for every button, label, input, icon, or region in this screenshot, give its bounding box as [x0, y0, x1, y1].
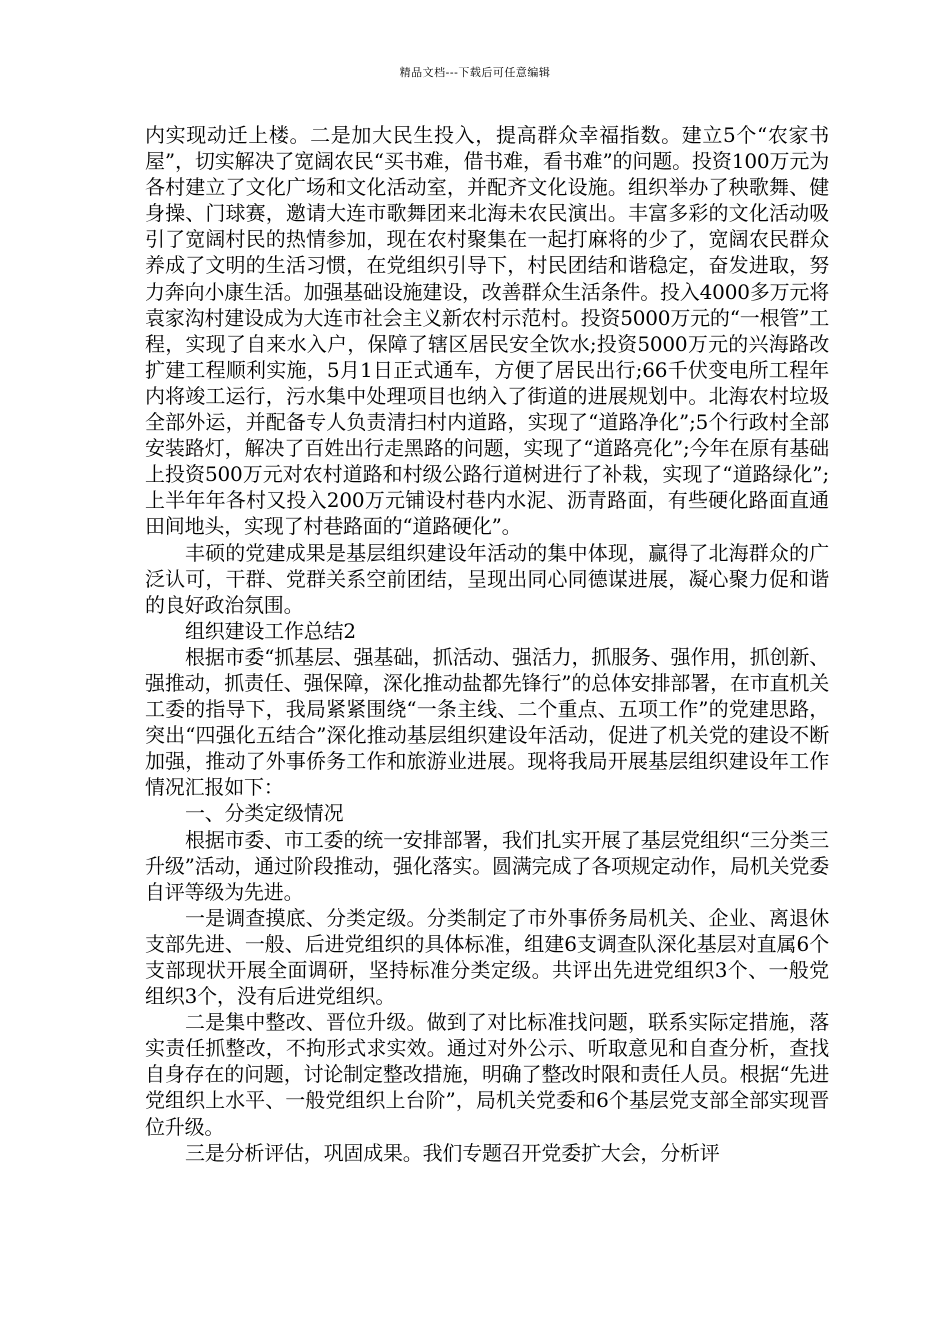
document-body: [145, 122, 829, 1166]
paragraph-continuation: 内实现动迁上楼。二是加大民生投入，提高群众幸福指数。建立5个“农家书屋”，切实解决了宽阔农民“买书难，借书难，看书难”的问题。投资100万元为各村建立了文化广场和文化活动室，并配齐文化设施。组织举办了秧歌舞、健身操、门球赛，邀请大连市歌舞团来北海未农民演出。丰富多彩的文化活动吸引了宽阔村民的热情参加，现在农村聚集在一起打麻将的少了，宽阔农民群众养成了文明的生活习惯，在党组织引导下，村民团结和谐稳定，奋发进取，努力奔向小康生活。加强基础设施建设，改善群众生活条件。投入4000多万元将袁家沟村建设成为大连市社会主义新农村示范村。投资5000万元的“一根管”工程，实现了自来水入户，保障了辖区居民安全饮水;投资5000万元的兴海路改扩建工程顺利实施，5月1日正式通车，方便了居民出行;66千伏变电所工程年内将竣工运行，污水集中处理项目也纳入了街道的进展规划中。北海农村垃圾全部外运，并配备专人负责清扫村内道路，实现了“道路净化”;5个行政村全部安装路灯，解决了百姓出行走黑路的问题，实现了“道路亮化”;今年在原有基础上投资500万元对农村道路和村级公路行道树进行了补栽，实现了“道路绿化”;上半年年各村又投入200万元铺设村巷内水泥、沥青路面，有些硬化路面直通田间地头，实现了村巷路面的“道路硬化”。: [145, 123, 829, 539]
paragraph-point-three: 三是分析评估，巩固成果。我们专题召开党委扩大会，分析评: [185, 1140, 720, 1165]
subsection-heading: 一、分类定级情况: [185, 801, 344, 826]
page-header: 精品文档---下载后可任意编辑: [399, 66, 551, 79]
paragraph-achievements: 丰硕的党建成果是基层组织建设年活动的集中体现，赢得了北海群众的广泛认可，干群、党群关系空前团结，呈现出同心同德谋进展，凝心聚力促和谐的良好政治氛围。: [145, 540, 829, 617]
section-title: 组织建设工作总结2: [185, 618, 356, 643]
paragraph-intro: 根据市委“抓基层、强基础，抓活动、强活力，抓服务、强作用，抓创新、强推动，抓责任、强保障，深化推动盐都先锋行”的总体安排部署，在市直机关工委的指导下，我局紧紧围绕“一条主线、二个重点、五项工作”的党建思路，突出“四强化五结合”深化推动基层组织建设年活动，促进了机关党的建设不断加强，推动了外事侨务工作和旅游业进展。现将我局开展基层组织建设年工作情况汇报如下：: [145, 644, 829, 800]
paragraph-classification: 根据市委、市工委的统一安排部署，我们扎实开展了基层党组织“三分类三升级”活动，通过阶段推动，强化落实。圆满完成了各项规定动作，局机关党委自评等级为先进。: [145, 827, 829, 904]
paragraph-point-two: 二是集中整改、晋位升级。做到了对比标准找问题，联系实际定措施，落实责任抓整改，不拘形式求实效。通过对外公示、听取意见和自查分析，查找自身存在的问题，讨论制定整改措施，明确了整改时限和责任人员。根据“先进党组织上水平、一般党组织上台阶”，局机关党委和6个基层党支部全部实现晋位升级。: [145, 1010, 829, 1139]
paragraph-point-one: 一是调查摸底、分类定级。分类制定了市外事侨务局机关、企业、离退休支部先进、一般、后进党组织的具体标准，组建6支调查队深化基层对直属6个支部现状开展全面调研，坚持标准分类定级。共评出先进党组织3个、一般党组织3个，没有后进党组织。: [145, 905, 829, 1009]
